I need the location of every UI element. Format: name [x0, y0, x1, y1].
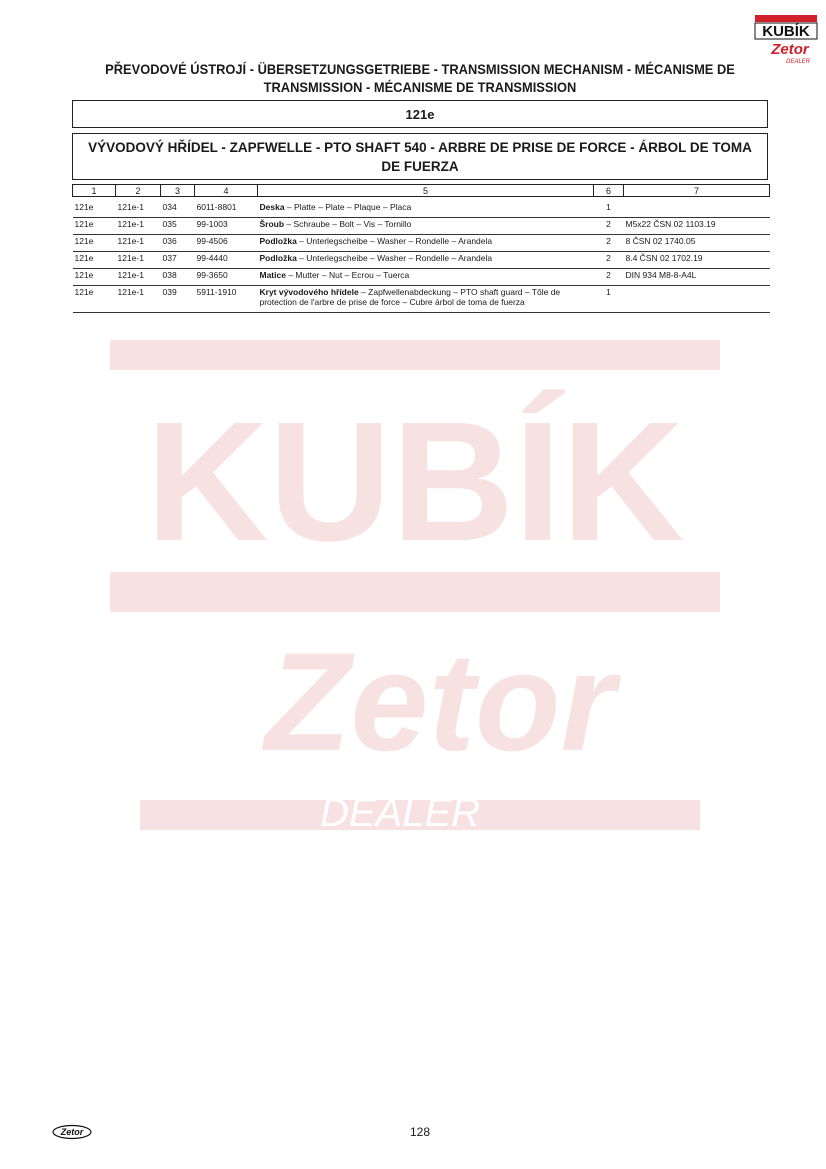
table-row [73, 269, 770, 286]
position-cell: 034 [161, 201, 195, 218]
section-title-line2: DE FUERZA [381, 159, 459, 174]
group-cell: 121e [73, 286, 116, 313]
description-main: Šroub [259, 219, 285, 229]
column-header: 3 [161, 185, 195, 197]
description-cell [258, 201, 594, 218]
position-cell: 038 [161, 269, 195, 286]
description-main: Deska [259, 202, 285, 212]
description-cell [258, 235, 594, 252]
logo-dealer-word: DEALER [785, 59, 811, 65]
subgroup-cell: 121e-1 [116, 235, 161, 252]
description-translations: – Platte – Plate – Plaque – Placa [284, 202, 412, 212]
part-number-cell: 99-3650 [195, 269, 258, 286]
description-translations: – Unterlegscheibe – Washer – Rondelle – Arandela [296, 236, 493, 246]
table-row [73, 218, 770, 235]
group-cell: 121e [73, 252, 116, 269]
table-row [73, 252, 770, 269]
description-main: Kryt vývodového hřídele [259, 287, 359, 297]
description-translations: – Mutter – Nut – Ecrou – Tuerca [285, 270, 410, 280]
group-cell: 121e [73, 269, 116, 286]
watermark-kubik-text: KUBÍK [145, 387, 685, 577]
watermark-dealer-text: DEALER [319, 791, 481, 835]
group-code-box: 121e [72, 100, 768, 128]
watermark-zetor-text: Zetor [265, 623, 615, 780]
quantity-cell: 1 [594, 201, 624, 218]
parts-table [72, 184, 770, 313]
part-number-cell: 99-1003 [195, 218, 258, 235]
table-header-row [73, 185, 770, 197]
part-number-cell: 99-4440 [195, 252, 258, 269]
note-cell [624, 286, 770, 313]
quantity-cell: 2 [594, 235, 624, 252]
position-cell: 036 [161, 235, 195, 252]
description-cell [258, 286, 594, 313]
note-cell: 8 ČSN 02 1740.05 [624, 235, 770, 252]
part-number-cell: 5911-1910 [195, 286, 258, 313]
note-cell [624, 201, 770, 218]
description-main: Podložka [259, 236, 297, 246]
kubik-zetor-watermark [110, 340, 720, 840]
description-main: Podložka [259, 253, 297, 263]
description-cell [258, 218, 594, 235]
table-row [73, 286, 770, 313]
group-cell: 121e [73, 235, 116, 252]
part-number-cell: 6011-8801 [195, 201, 258, 218]
page-title-line1: PŘEVODOVÉ ÚSTROJÍ - ÜBERSETZUNGSGETRIEBE - TRANSMISSION MECHANISM - MÉCANISME DE [105, 61, 735, 77]
logo-zetor-word: Zetor [771, 41, 809, 58]
position-cell: 037 [161, 252, 195, 269]
logo-top-word: KUBÍK [762, 23, 810, 40]
column-header: 5 [258, 185, 594, 197]
subgroup-cell: 121e-1 [116, 286, 161, 313]
page-number: 128 [409, 1125, 431, 1139]
description-main: Matice [259, 270, 286, 280]
description-translations: – Schraube – Bolt – Vis – Tornillo [284, 219, 412, 229]
part-number-cell: 99-4506 [195, 235, 258, 252]
page-title [98, 60, 742, 96]
description-translations: – Zapfwellenabdeckung – PTO shaft guard – Tôle de protection de l'arbre de prise de force – Cubre árbol de toma de fuerza [259, 287, 561, 307]
description-translations: – Unterlegscheibe – Washer – Rondelle – Arandela [296, 253, 493, 263]
zetor-footer-logo [52, 1124, 92, 1140]
kubik-zetor-dealer-logo [754, 14, 818, 66]
section-title-line1: VÝVODOVÝ HŘÍDEL - ZAPFWELLE - PTO SHAFT 540 - ARBRE DE PRISE DE FORCE - ÁRBOL DE TOMA [88, 140, 752, 155]
subgroup-cell: 121e-1 [116, 218, 161, 235]
position-cell: 035 [161, 218, 195, 235]
quantity-cell: 2 [594, 252, 624, 269]
subgroup-cell: 121e-1 [116, 252, 161, 269]
group-cell: 121e [73, 218, 116, 235]
note-cell: DIN 934 M8-8-A4L [624, 269, 770, 286]
position-cell: 039 [161, 286, 195, 313]
quantity-cell: 1 [594, 286, 624, 313]
column-header: 7 [624, 185, 770, 197]
quantity-cell: 2 [594, 218, 624, 235]
column-header: 1 [73, 185, 116, 197]
group-cell: 121e [73, 201, 116, 218]
note-cell: 8.4 ČSN 02 1702.19 [624, 252, 770, 269]
note-cell: M5x22 ČSN 02 1103.19 [624, 218, 770, 235]
subgroup-cell: 121e-1 [116, 201, 161, 218]
column-header: 6 [594, 185, 624, 197]
description-cell [258, 269, 594, 286]
subgroup-cell: 121e-1 [116, 269, 161, 286]
description-cell [258, 252, 594, 269]
table-row [73, 201, 770, 218]
column-header: 2 [116, 185, 161, 197]
footer-logo-word: Zetor [60, 1127, 84, 1137]
table-row [73, 235, 770, 252]
column-header: 4 [195, 185, 258, 197]
quantity-cell: 2 [594, 269, 624, 286]
section-title-box [72, 133, 768, 180]
page-title-line2: TRANSMISSION - MÉCANISME DE TRANSMISSION [263, 79, 577, 95]
